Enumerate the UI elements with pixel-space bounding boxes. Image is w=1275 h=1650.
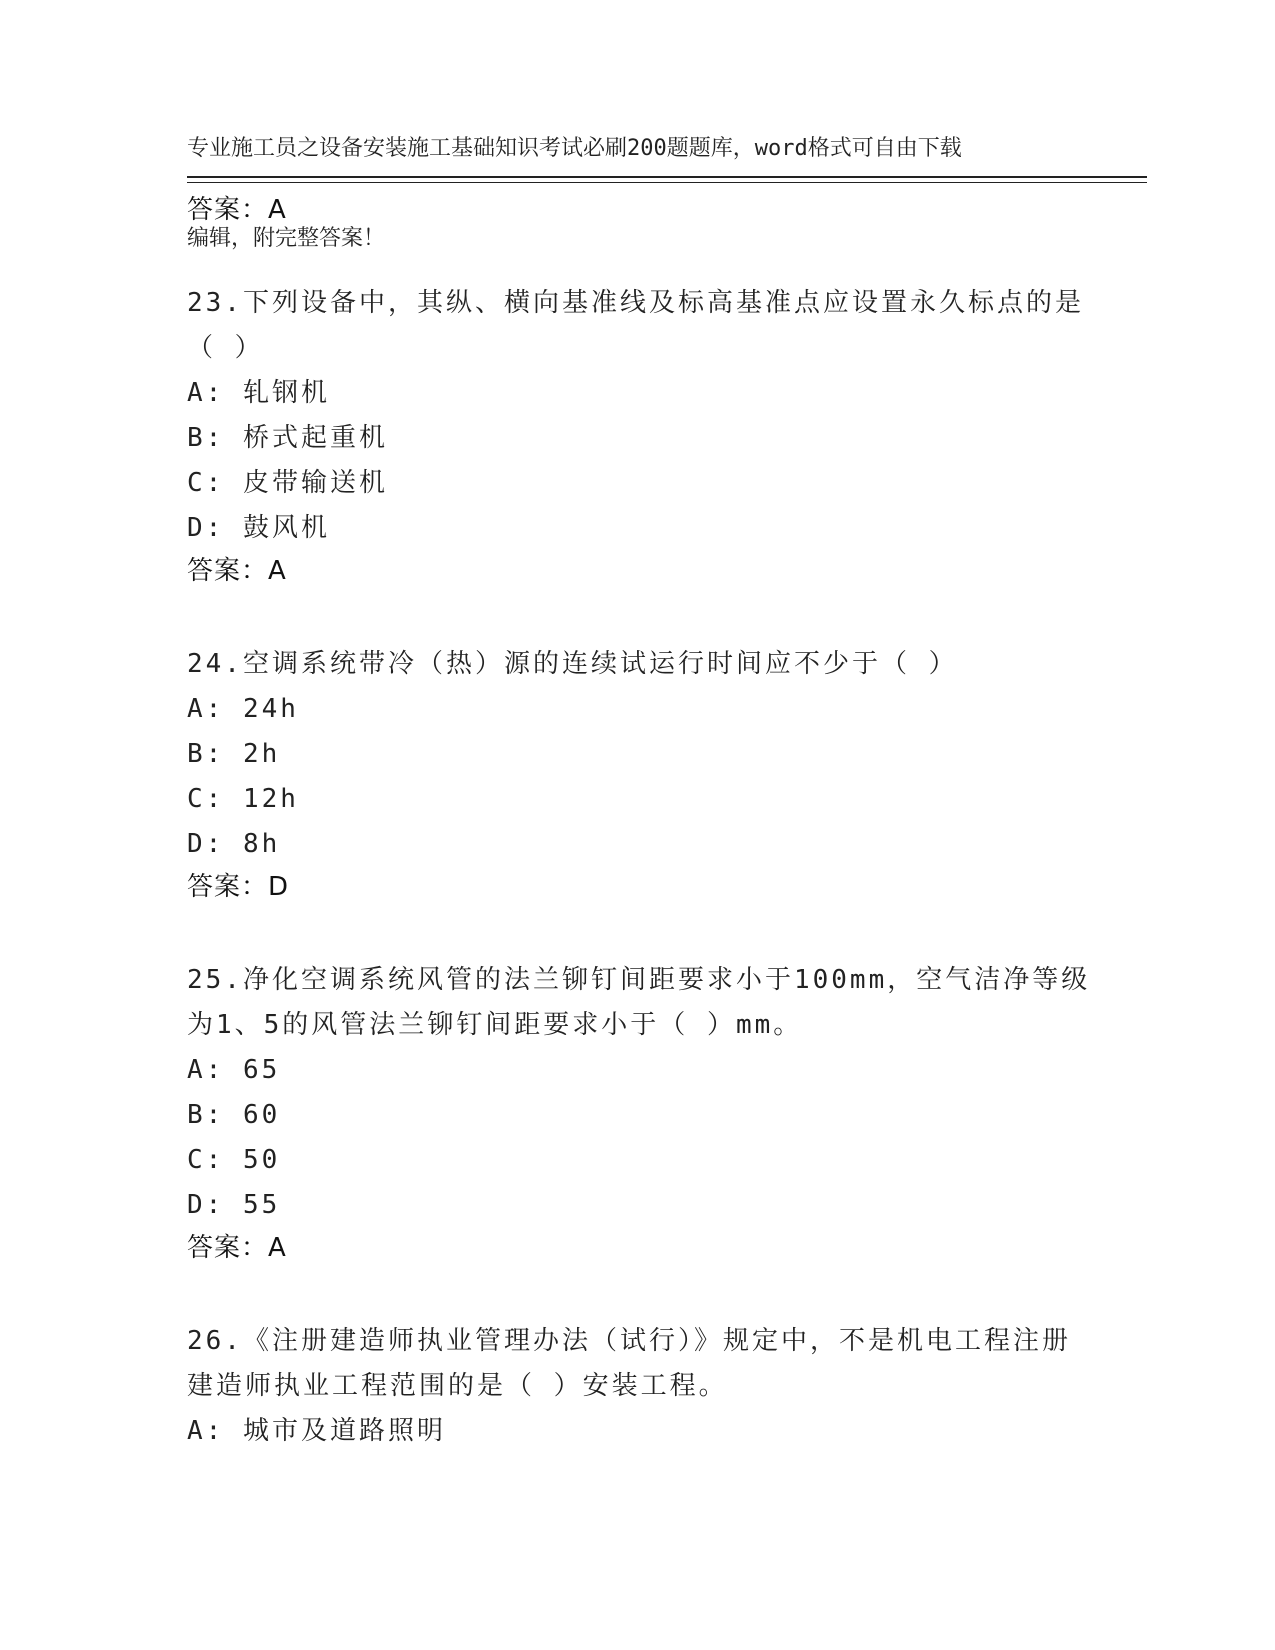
question-text: 建造师执业工程范围的是（ ）安装工程。	[187, 1371, 728, 1401]
answer-line: 答案：A	[187, 1233, 287, 1263]
question-block	[187, 281, 1087, 591]
question-list	[187, 190, 1091, 1454]
option-c: C: 12h	[187, 784, 299, 814]
option-d: D: 55	[187, 1190, 281, 1220]
header-divider-thin	[187, 182, 1147, 183]
header-divider	[187, 176, 1147, 178]
answer-line: 答案：A	[187, 195, 287, 225]
option-a: A: 65	[187, 1055, 281, 1085]
option-a: A: 城市及道路照明	[187, 1416, 446, 1446]
question-block	[187, 642, 1087, 907]
header-line-1: 专业施工员之设备安装施工基础知识考试必刷200题题库，word格式可自由下载	[187, 136, 962, 161]
answer-line: 答案：D	[187, 872, 290, 902]
question-text: 为1、5的风管法兰铆钉间距要求小于（ ）mm。	[187, 1010, 803, 1040]
header-line-2: 编辑，附完整答案！	[187, 226, 386, 251]
question-text: 26.《注册建造师执业管理办法（试行）》规定中，不是机电工程注册	[187, 1326, 1071, 1356]
question-text: 23.下列设备中，其纵、横向基准线及标高基准点应设置永久标点的是	[187, 288, 1084, 318]
question-block	[187, 1319, 1087, 1454]
question-text: 24.空调系统带冷（热）源的连续试运行时间应不少于（ ）	[187, 649, 958, 679]
option-b: B: 60	[187, 1100, 281, 1130]
answer-line: 答案：A	[187, 556, 287, 586]
question-block	[187, 958, 1091, 1268]
question-text: 25.净化空调系统风管的法兰铆钉间距要求小于100mm，空气洁净等级	[187, 965, 1091, 995]
option-a: A: 轧钢机	[187, 378, 330, 408]
option-d: D: 鼓风机	[187, 513, 330, 543]
question-text: （ ）	[187, 333, 264, 363]
option-d: D: 8h	[187, 829, 281, 859]
option-c: C: 皮带输送机	[187, 468, 388, 498]
option-b: B: 桥式起重机	[187, 423, 388, 453]
option-c: C: 50	[187, 1145, 281, 1175]
option-a: A: 24h	[187, 694, 299, 724]
option-b: B: 2h	[187, 739, 281, 769]
